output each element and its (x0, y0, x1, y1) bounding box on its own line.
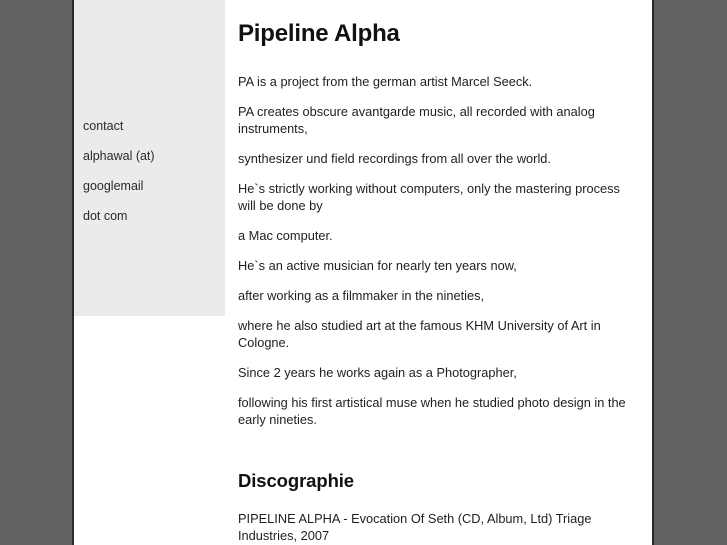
page-content-area (72, 0, 654, 545)
discography-list (238, 510, 634, 544)
body-paragraph: Since 2 years he works again as a Photographer, (238, 365, 517, 380)
body-paragraph: PA creates obscure avantgarde music, all recorded with analog instruments, (238, 104, 595, 136)
sidebar-item-alphawal-at[interactable]: alphawal (at) (83, 149, 155, 163)
body-paragraph: PA is a project from the german artist Marcel Seeck. (238, 74, 533, 89)
discography-entry: PIPELINE ALPHA - Evocation Of Seth (CD, Album, Ltd) Triage Industries, 2007 (238, 511, 592, 543)
body-paragraph: He`s an active musician for nearly ten years now, (238, 258, 517, 273)
body-paragraph: a Mac computer. (238, 228, 333, 243)
sidebar-panel (74, 0, 225, 316)
discography-section (238, 470, 634, 544)
intro-paragraph-block (238, 73, 634, 428)
body-paragraph: synthesizer und field recordings from all over the world. (238, 151, 551, 166)
sidebar-item-dot-com[interactable]: dot com (83, 209, 128, 223)
sidebar-item-contact[interactable]: contact (83, 119, 124, 133)
sidebar-item-googlemail[interactable]: googlemail (83, 179, 144, 193)
page-title: Pipeline Alpha (238, 20, 400, 47)
main-content (238, 0, 654, 545)
body-paragraph: following his first artistical muse when he studied photo design in the early nineties. (238, 395, 626, 427)
discography-title: Discographie (238, 470, 354, 491)
body-paragraph: where he also studied art at the famous KHM University of Art in Cologne. (238, 318, 601, 350)
body-paragraph: after working as a filmmaker in the nineties, (238, 288, 485, 303)
body-paragraph: He`s strictly working without computers, only the mastering process will be done by (238, 181, 620, 213)
sidebar-nav (83, 119, 223, 224)
